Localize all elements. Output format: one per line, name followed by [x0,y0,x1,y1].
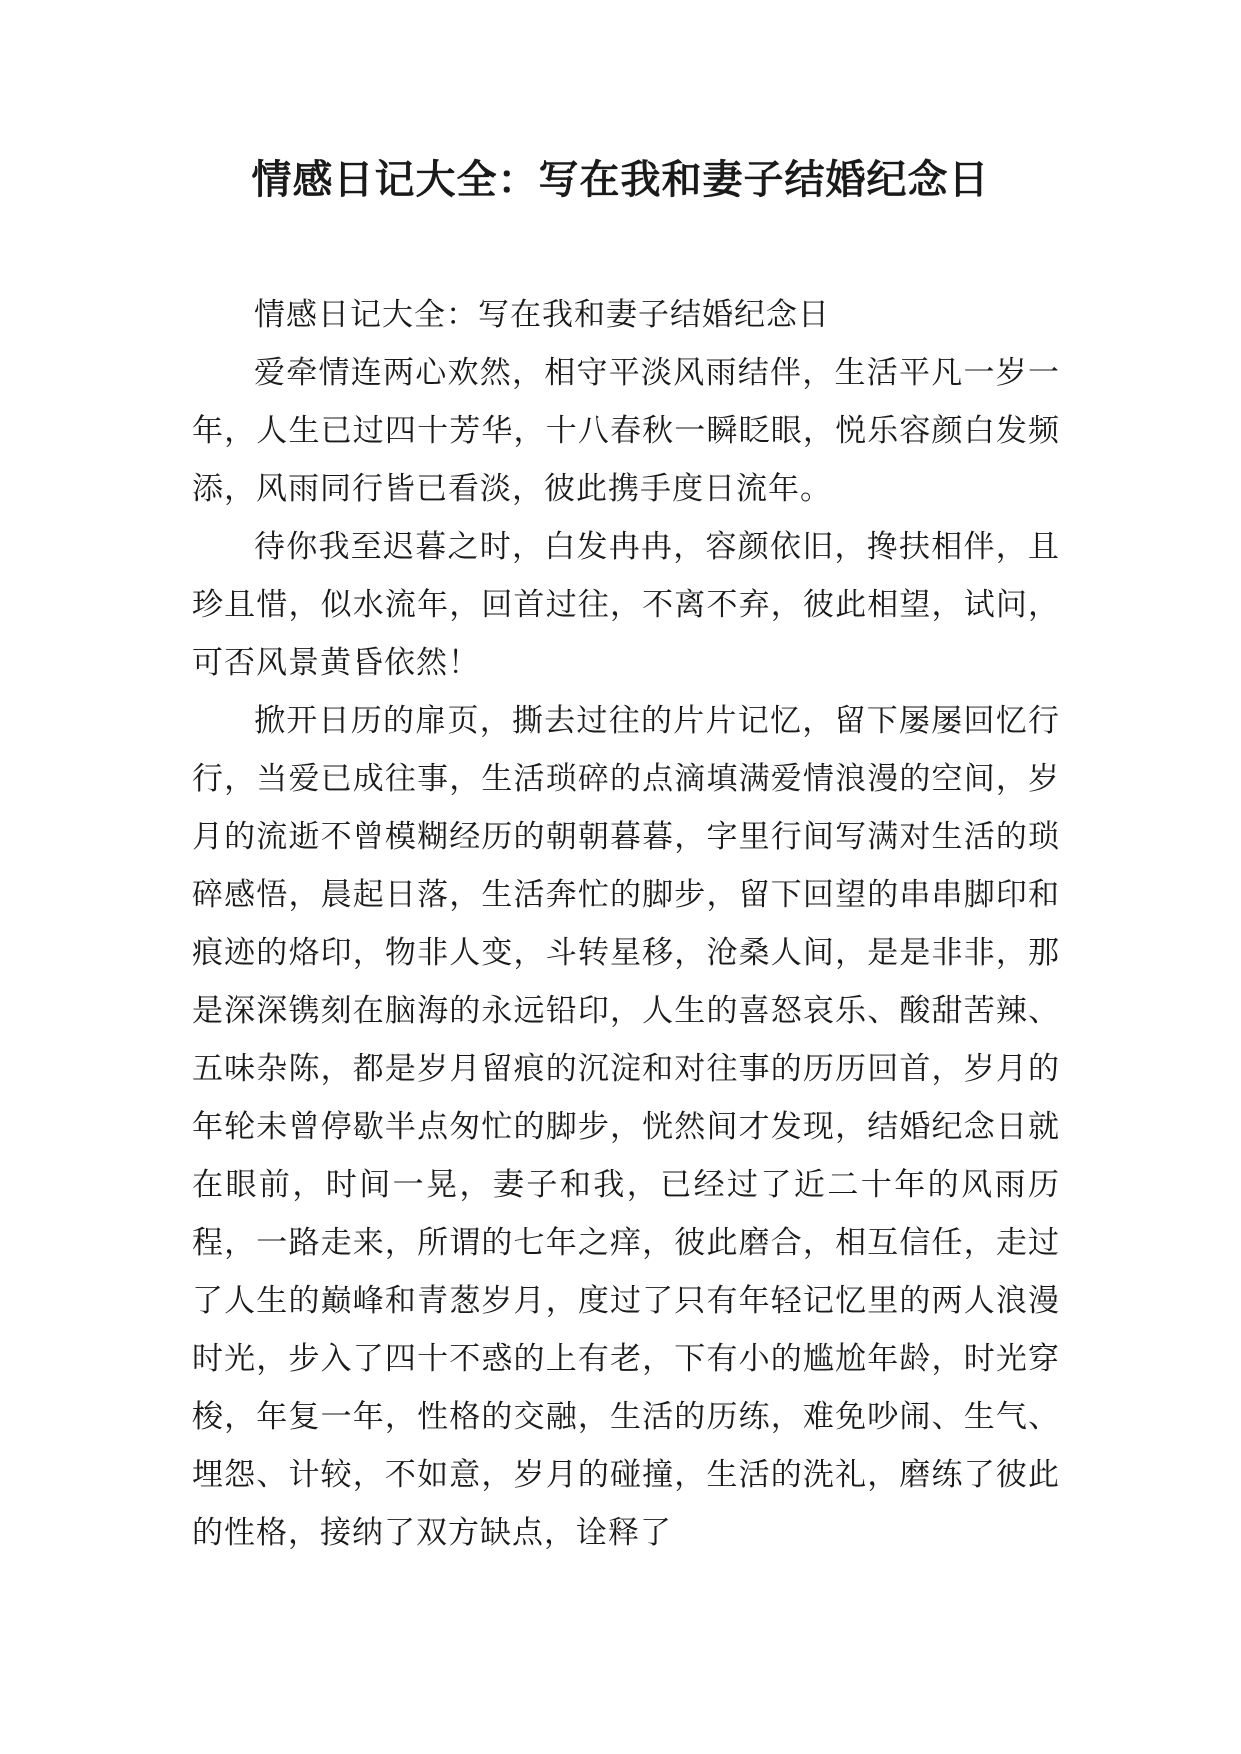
document-title: 情感日记大全：写在我和妻子结婚纪念日 [251,157,990,203]
paragraph: 爱牵情连两心欢然，相守平淡风雨结伴，生活平凡一岁一年，人生已过四十芳华，十八春秋一瞬眨眼，悦乐容颜白发频添，风雨同行皆已看淡，彼此携手度日流年。 [192,355,1060,507]
document-body [192,286,1060,1562]
paragraph-subtitle: 情感日记大全：写在我和妻子结婚纪念日 [254,297,830,333]
paragraph: 待你我至迟暮之时，白发冉冉，容颜依旧，搀扶相伴，且珍且惜，似水流年，回首过往，不离不弃，彼此相望，试问，可否风景黄昏依然！ [192,529,1060,681]
paragraph: 掀开日历的扉页，撕去过往的片片记忆，留下屡屡回忆行行，当爱已成往事，生活琐碎的点滴填满爱情浪漫的空间，岁月的流逝不曾模糊经历的朝朝暮暮，字里行间写满对生活的琐碎感悟，晨起日落，生活奔忙的脚步，留下回望的串串脚印和痕迹的烙印，物非人变，斗转星移，沧桑人间，是是非非，那是深深镌刻在脑海的永远铅印，人生的喜怒哀乐、酸甜苦辣、五味杂陈，都是岁月留痕的沉淀和对往事的历历回首，岁月的年轮未曾停歇半点匆忙的脚步，恍然间才发现，结婚纪念日就在眼前，时间一晃，妻子和我，已经过了近二十年的风雨历程，一路走来，所谓的七年之痒，彼此磨合，相互信任，走过了人生的巅峰和青葱岁月，度过了只有年轻记忆里的两人浪漫时光，步入了四十不惑的上有老，下有小的尴尬年龄，时光穿梭，年复一年，性格的交融，生活的历练，难免吵闹、生气、埋怨、计较，不如意，岁月的碰撞，生活的洗礼，磨练了彼此的性格，接纳了双方缺点，诠释了 [192,703,1060,1551]
